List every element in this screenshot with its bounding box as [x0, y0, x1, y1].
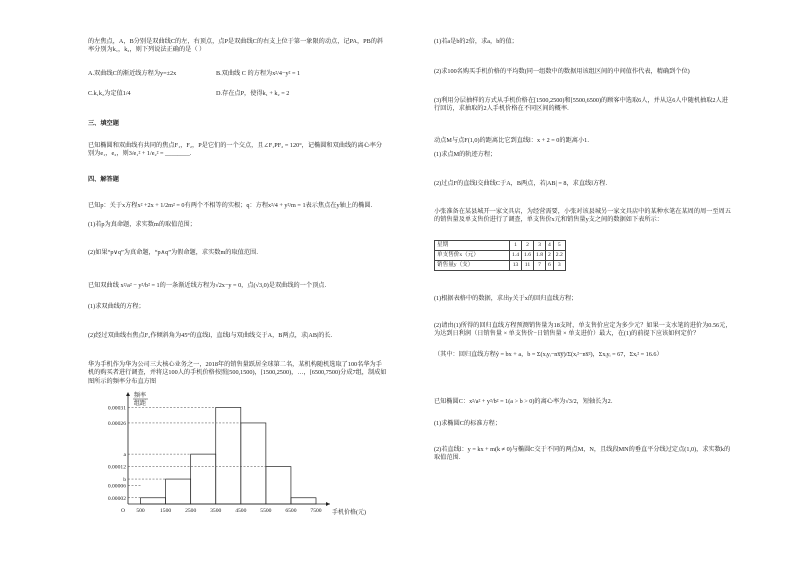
histogram-chart	[90, 392, 366, 522]
y-tick-label: 0.00012	[107, 464, 126, 471]
table-cell: 1.6	[522, 251, 534, 261]
y-tick-label: 0.00002	[107, 495, 126, 502]
question-part-1: (1)若a是b的2倍，求a，b的值；	[434, 38, 518, 45]
table-row	[435, 251, 566, 261]
table-row-label: 销售量y（支）	[435, 261, 510, 271]
x-tick-label: 4500	[235, 508, 247, 514]
problem-2-part-2: (2)经过双曲线右焦点F₂作倾斜角为45°的直线l，直线l与双曲线交于A，B两点，求|AB|的长．	[88, 332, 337, 339]
y-axis-label-bottom: 组距	[134, 401, 147, 407]
y-axis-arrow	[126, 392, 130, 396]
histogram-bar	[191, 454, 216, 504]
problem-s-part-2: (2)请由(1)所得的回归直线方程预测销售量为18支时，单支售价应定为多少元？如果一支水笔的进价为0.56元，为达到日利润（日销售量 × 单支售价−日销售量 × 单支进价）最大，在(1)的前提下应该如何定价？	[434, 322, 732, 338]
problem-e: 已知椭圆C：x²/a² + y²/b² = 1(a > b > 0)的离心率为√3/2，短轴长为2．	[434, 398, 617, 405]
table-row-label: 星期	[435, 241, 510, 251]
table-cell: 4	[546, 241, 554, 251]
problem-1-part-2: (2)如果“p∨q”为真命题，“p∧q”为假命题，求实数m的取值范围．	[88, 249, 263, 256]
question-part-3: (3)利用分层抽样的方式从手机价格在[1500,2500)和[5500,6500)的顾客中选取6人，并从这6人中随机抽取2人进行回访，求抽取的2人手机价格在不同区间的概率．	[434, 97, 728, 113]
y-axis-label-top: 频率	[134, 393, 147, 399]
option-c: C.k₁k₂为定值1/4	[88, 90, 131, 97]
problem-3: 华为手机作为华为公司三大核心业务之一，2018年的销售量跃居全球第二名，某机构随机选取了100名华为手机的购买者进行调查，并将这100人的手机价格按照[500,1500)，[1500,2500)，…，[6500,7500)分成7组，制成如图所示的频率分布直方图	[88, 361, 387, 385]
sales-table	[434, 240, 566, 271]
table-cell: 2	[546, 251, 554, 261]
x-tick-label: 6500	[285, 508, 297, 514]
y-tick-label: 0.00006	[107, 483, 126, 490]
table-cell: 7	[534, 261, 546, 271]
option-a: A.双曲线C的渐近线方程为y=±2x	[88, 70, 177, 77]
x-tick-label: 500	[136, 508, 145, 514]
table-cell: 6	[546, 261, 554, 271]
origin-label: O	[120, 508, 126, 514]
option-d: D.存在点P，使得k₁ + k₂ = 2	[216, 90, 290, 97]
x-axis-label: 手机价格(元)	[332, 510, 366, 516]
table-cell: 2.2	[553, 251, 565, 261]
problem-2: 已知双曲线 x²/a² − y²/b² = 1的一条渐近线方程为√2x−y = 0，点(√3,0)是双曲线的一个顶点．	[88, 282, 331, 289]
x-tick-label: 1500	[160, 508, 172, 514]
x-axis-arrow	[326, 502, 330, 506]
histogram-bar	[166, 479, 191, 504]
problem-m-part-1: (1)求点M的轨迹方程；	[434, 151, 497, 158]
problem-1-part-1: (1)若p为真命题，求实数m的取值范围；	[88, 221, 196, 228]
problem-s: 小张准备在某县城开一家文具店，为经营需要，小张对该县城另一家文具店中的某种水笔在某周的周一至周五的销售量及单支售价进行了调查，单支售价x元和销售量y支之间的数据如下表所示：	[434, 208, 731, 224]
histogram-bar	[241, 423, 266, 504]
table-cell: 1.4	[510, 251, 522, 261]
table-row	[435, 241, 566, 251]
histogram-bar	[141, 498, 166, 504]
x-tick-label: 7500	[310, 508, 322, 514]
histogram-bar	[216, 407, 241, 504]
table-row-label: 单支售价x（元）	[435, 251, 510, 261]
option-b: B.双曲线 C 的方程为x²/4−y² = 1	[216, 70, 301, 77]
y-tick-label: 0.00026	[107, 420, 126, 427]
table-cell: 1	[510, 241, 522, 251]
problem-s-part-1: (1)根据表格中的数据，求出y关于x的回归直线方程；	[434, 295, 578, 302]
question-intro: 的左焦点，A，B分别是双曲线C的左，右顶点，点P是双曲线C的右支上位于第一象限的动点，记PA，PB的斜率分别为k₁，k₂，则下列说法正确的是（ ）	[88, 38, 384, 54]
problem-2-part-1: (1)求双曲线的方程；	[88, 303, 145, 310]
y-tick-label: a	[123, 452, 126, 459]
problem-e-part-1: (1)求椭圆C的标准方程；	[434, 420, 502, 427]
table-cell: 1.8	[534, 251, 546, 261]
problem-m-part-2: (2)过点F的直线l交曲线C于A，B两点，若|AB| = 8，求直线l方程．	[434, 180, 612, 187]
fill-question: 已知椭圆和双曲线有共同的焦点F₁，F₂，P是它们的一个交点，且∠F₁PF₂ = 120°，记椭圆和双曲线的离心率分别为e₁，e₂，则3/e₁² + 1/e₂² = ________.	[88, 142, 383, 158]
x-tick-label: 5500	[260, 508, 272, 514]
histogram-bar	[266, 467, 291, 504]
table-cell: 3	[534, 241, 546, 251]
table-cell: 11	[522, 261, 534, 271]
problem-e-part-2: (2)若直线l：y = kx + m(k ≠ 0)与椭圆C交于不同的两点M，N，且线段MN的垂直平分线过定点(1,0)，求实数k的取值范围．	[434, 446, 731, 462]
table-cell: 5	[553, 241, 565, 251]
section-solve: 四、解答题	[88, 176, 119, 183]
table-cell: 13	[510, 261, 522, 271]
table-cell: 3	[553, 261, 565, 271]
table-cell: 2	[522, 241, 534, 251]
y-tick-label: 0.00031	[107, 405, 126, 412]
histogram-bar	[291, 498, 316, 504]
table-row	[435, 261, 566, 271]
x-tick-label: 3500	[210, 508, 222, 514]
x-tick-label: 2500	[185, 508, 197, 514]
section-fill-in: 三、填空题	[88, 120, 119, 127]
problem-m: 动点M与点F(1,0)的距离比它到直线l：x + 2 = 0的距离小1．	[434, 137, 594, 144]
y-tick-label: b	[123, 477, 126, 484]
question-part-2: (2)求100名购买手机价格的平均数(同一组数中的数据用该组区间的中间值作代表，精确到个位)	[434, 68, 690, 75]
problem-1: 已知p：关于x方程x² +2x + 1/2m² = 0有两个不相等的实根；q：方程x²/4 + y²/m = 1表示焦点在y轴上的椭圆．	[88, 202, 377, 209]
regression-formula: （其中：回归直线方程ŷ = bx + a，b = Σ(xᵢyᵢ−nx̅y̅)/Σ(xᵢ²−nx̅²)，Σxᵢyᵢ = 67，Σxᵢ² = 16.6）	[434, 351, 663, 358]
